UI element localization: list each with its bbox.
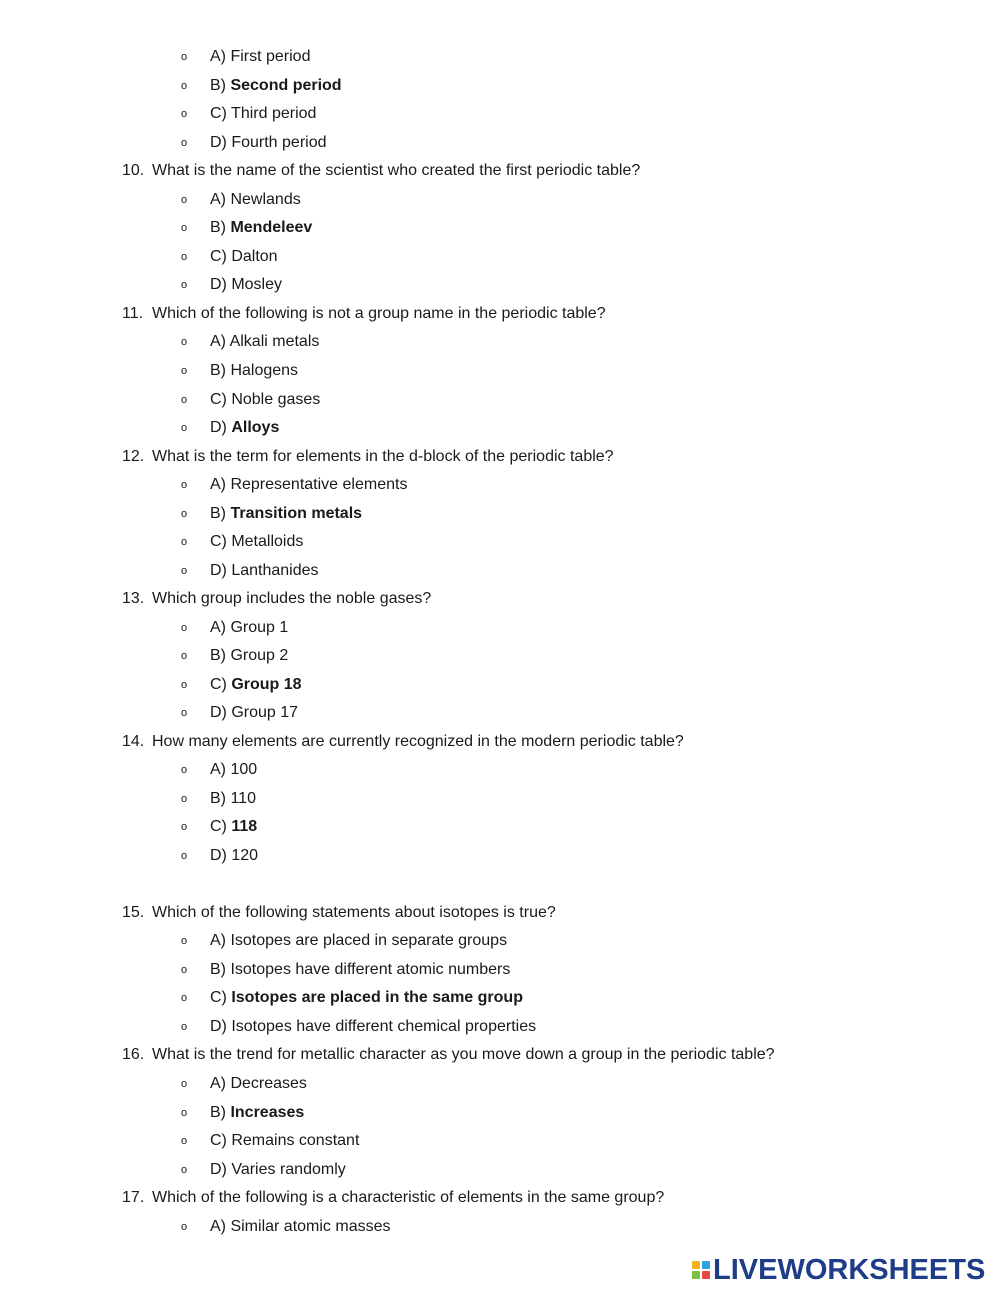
bullet-icon: o bbox=[181, 935, 188, 947]
bullet-icon: o bbox=[181, 279, 188, 291]
bullet-icon: o bbox=[181, 508, 188, 520]
bullet-icon: o bbox=[181, 992, 188, 1004]
answer-option: D) Alloys bbox=[210, 419, 280, 436]
question-text: What is the term for elements in the d-block of the periodic table? bbox=[152, 448, 614, 465]
answer-option: B) Transition metals bbox=[210, 505, 363, 522]
answer-option: A) Newlands bbox=[210, 191, 301, 208]
answer-option: B) 110 bbox=[210, 790, 256, 807]
question-number: 10. bbox=[122, 162, 145, 179]
answer-option: C) Noble gases bbox=[210, 391, 321, 408]
answer-option: C) Metalloids bbox=[210, 533, 304, 550]
bullet-icon: o bbox=[181, 536, 188, 548]
answer-option: C) Remains constant bbox=[210, 1132, 360, 1149]
question-text: Which of the following statements about isotopes is true? bbox=[152, 904, 556, 921]
answer-option: B) Second period bbox=[210, 77, 342, 94]
answer-option: D) Mosley bbox=[210, 276, 283, 293]
bullet-icon: o bbox=[181, 251, 188, 263]
question-text: Which of the following is not a group name in the periodic table? bbox=[152, 305, 606, 322]
bullet-icon: o bbox=[181, 1107, 188, 1119]
question-text: Which of the following is a characteristic of elements in the same group? bbox=[152, 1189, 665, 1206]
bullet-icon: o bbox=[181, 850, 188, 862]
bullet-icon: o bbox=[181, 1135, 188, 1147]
bullet-icon: o bbox=[181, 1021, 188, 1033]
answer-option: A) 100 bbox=[210, 761, 258, 778]
bullet-icon: o bbox=[181, 1164, 188, 1176]
bullet-icon: o bbox=[181, 764, 188, 776]
answer-option: C) Third period bbox=[210, 105, 317, 122]
answer-option: A) Alkali metals bbox=[210, 333, 320, 350]
question-number: 14. bbox=[122, 733, 145, 750]
question-number: 16. bbox=[122, 1046, 145, 1063]
bullet-icon: o bbox=[181, 51, 188, 63]
bullet-icon: o bbox=[181, 793, 188, 805]
answer-option: C) Isotopes are placed in the same group bbox=[210, 989, 523, 1006]
question-number: 13. bbox=[122, 590, 145, 607]
bullet-icon: o bbox=[181, 1078, 188, 1090]
bullet-icon: o bbox=[181, 707, 188, 719]
answer-option: A) First period bbox=[210, 48, 311, 65]
question-number: 17. bbox=[122, 1189, 145, 1206]
bullet-icon: o bbox=[181, 650, 188, 662]
liveworksheets-logo-icon bbox=[692, 1261, 710, 1279]
answer-option: D) Group 17 bbox=[210, 704, 299, 721]
bullet-icon: o bbox=[181, 422, 188, 434]
bullet-icon: o bbox=[181, 336, 188, 348]
logo-tile bbox=[692, 1271, 700, 1279]
answer-option: B) Mendeleev bbox=[210, 219, 313, 236]
question-text: What is the trend for metallic character as you move down a group in the periodic table? bbox=[152, 1046, 775, 1063]
bullet-icon: o bbox=[181, 1221, 188, 1233]
bullet-icon: o bbox=[181, 365, 188, 377]
question-text: Which group includes the noble gases? bbox=[152, 590, 432, 607]
bullet-icon: o bbox=[181, 194, 188, 206]
answer-option: C) Group 18 bbox=[210, 676, 302, 693]
answer-option: D) Isotopes have different chemical properties bbox=[210, 1018, 537, 1035]
answer-option: B) Halogens bbox=[210, 362, 299, 379]
answer-option: D) Varies randomly bbox=[210, 1161, 346, 1178]
answer-option: A) Decreases bbox=[210, 1075, 307, 1092]
logo-tile bbox=[692, 1261, 700, 1269]
answer-option: C) 118 bbox=[210, 818, 258, 835]
logo-tile bbox=[702, 1261, 710, 1269]
answer-option: A) Representative elements bbox=[210, 476, 408, 493]
answer-option: D) Fourth period bbox=[210, 134, 327, 151]
bullet-icon: o bbox=[181, 80, 188, 92]
bullet-icon: o bbox=[181, 479, 188, 491]
bullet-icon: o bbox=[181, 394, 188, 406]
bullet-icon: o bbox=[181, 622, 188, 634]
liveworksheets-logo[interactable] bbox=[692, 1252, 985, 1288]
bullet-icon: o bbox=[181, 964, 188, 976]
answer-option: A) Group 1 bbox=[210, 619, 289, 636]
bullet-icon: o bbox=[181, 679, 188, 691]
answer-option: B) Group 2 bbox=[210, 647, 289, 664]
answer-option: B) Increases bbox=[210, 1104, 305, 1121]
bullet-icon: o bbox=[181, 137, 188, 149]
answer-option: A) Isotopes are placed in separate groups bbox=[210, 932, 508, 949]
logo-tile bbox=[702, 1271, 710, 1279]
answer-option: D) 120 bbox=[210, 847, 259, 864]
question-number: 15. bbox=[122, 904, 145, 921]
question-number: 11. bbox=[122, 305, 144, 322]
bullet-icon: o bbox=[181, 565, 188, 577]
answer-option: C) Dalton bbox=[210, 248, 278, 265]
answer-option: B) Isotopes have different atomic numbers bbox=[210, 961, 511, 978]
answer-option: A) Similar atomic masses bbox=[210, 1218, 391, 1235]
bullet-icon: o bbox=[181, 222, 188, 234]
question-text: How many elements are currently recognized in the modern periodic table? bbox=[152, 733, 684, 750]
question-number: 12. bbox=[122, 448, 145, 465]
answer-option: D) Lanthanides bbox=[210, 562, 319, 579]
logo-text: LIVEWORKSHEETS bbox=[713, 1253, 986, 1286]
question-text: What is the name of the scientist who created the first periodic table? bbox=[152, 162, 641, 179]
bullet-icon: o bbox=[181, 108, 188, 120]
bullet-icon: o bbox=[181, 821, 188, 833]
